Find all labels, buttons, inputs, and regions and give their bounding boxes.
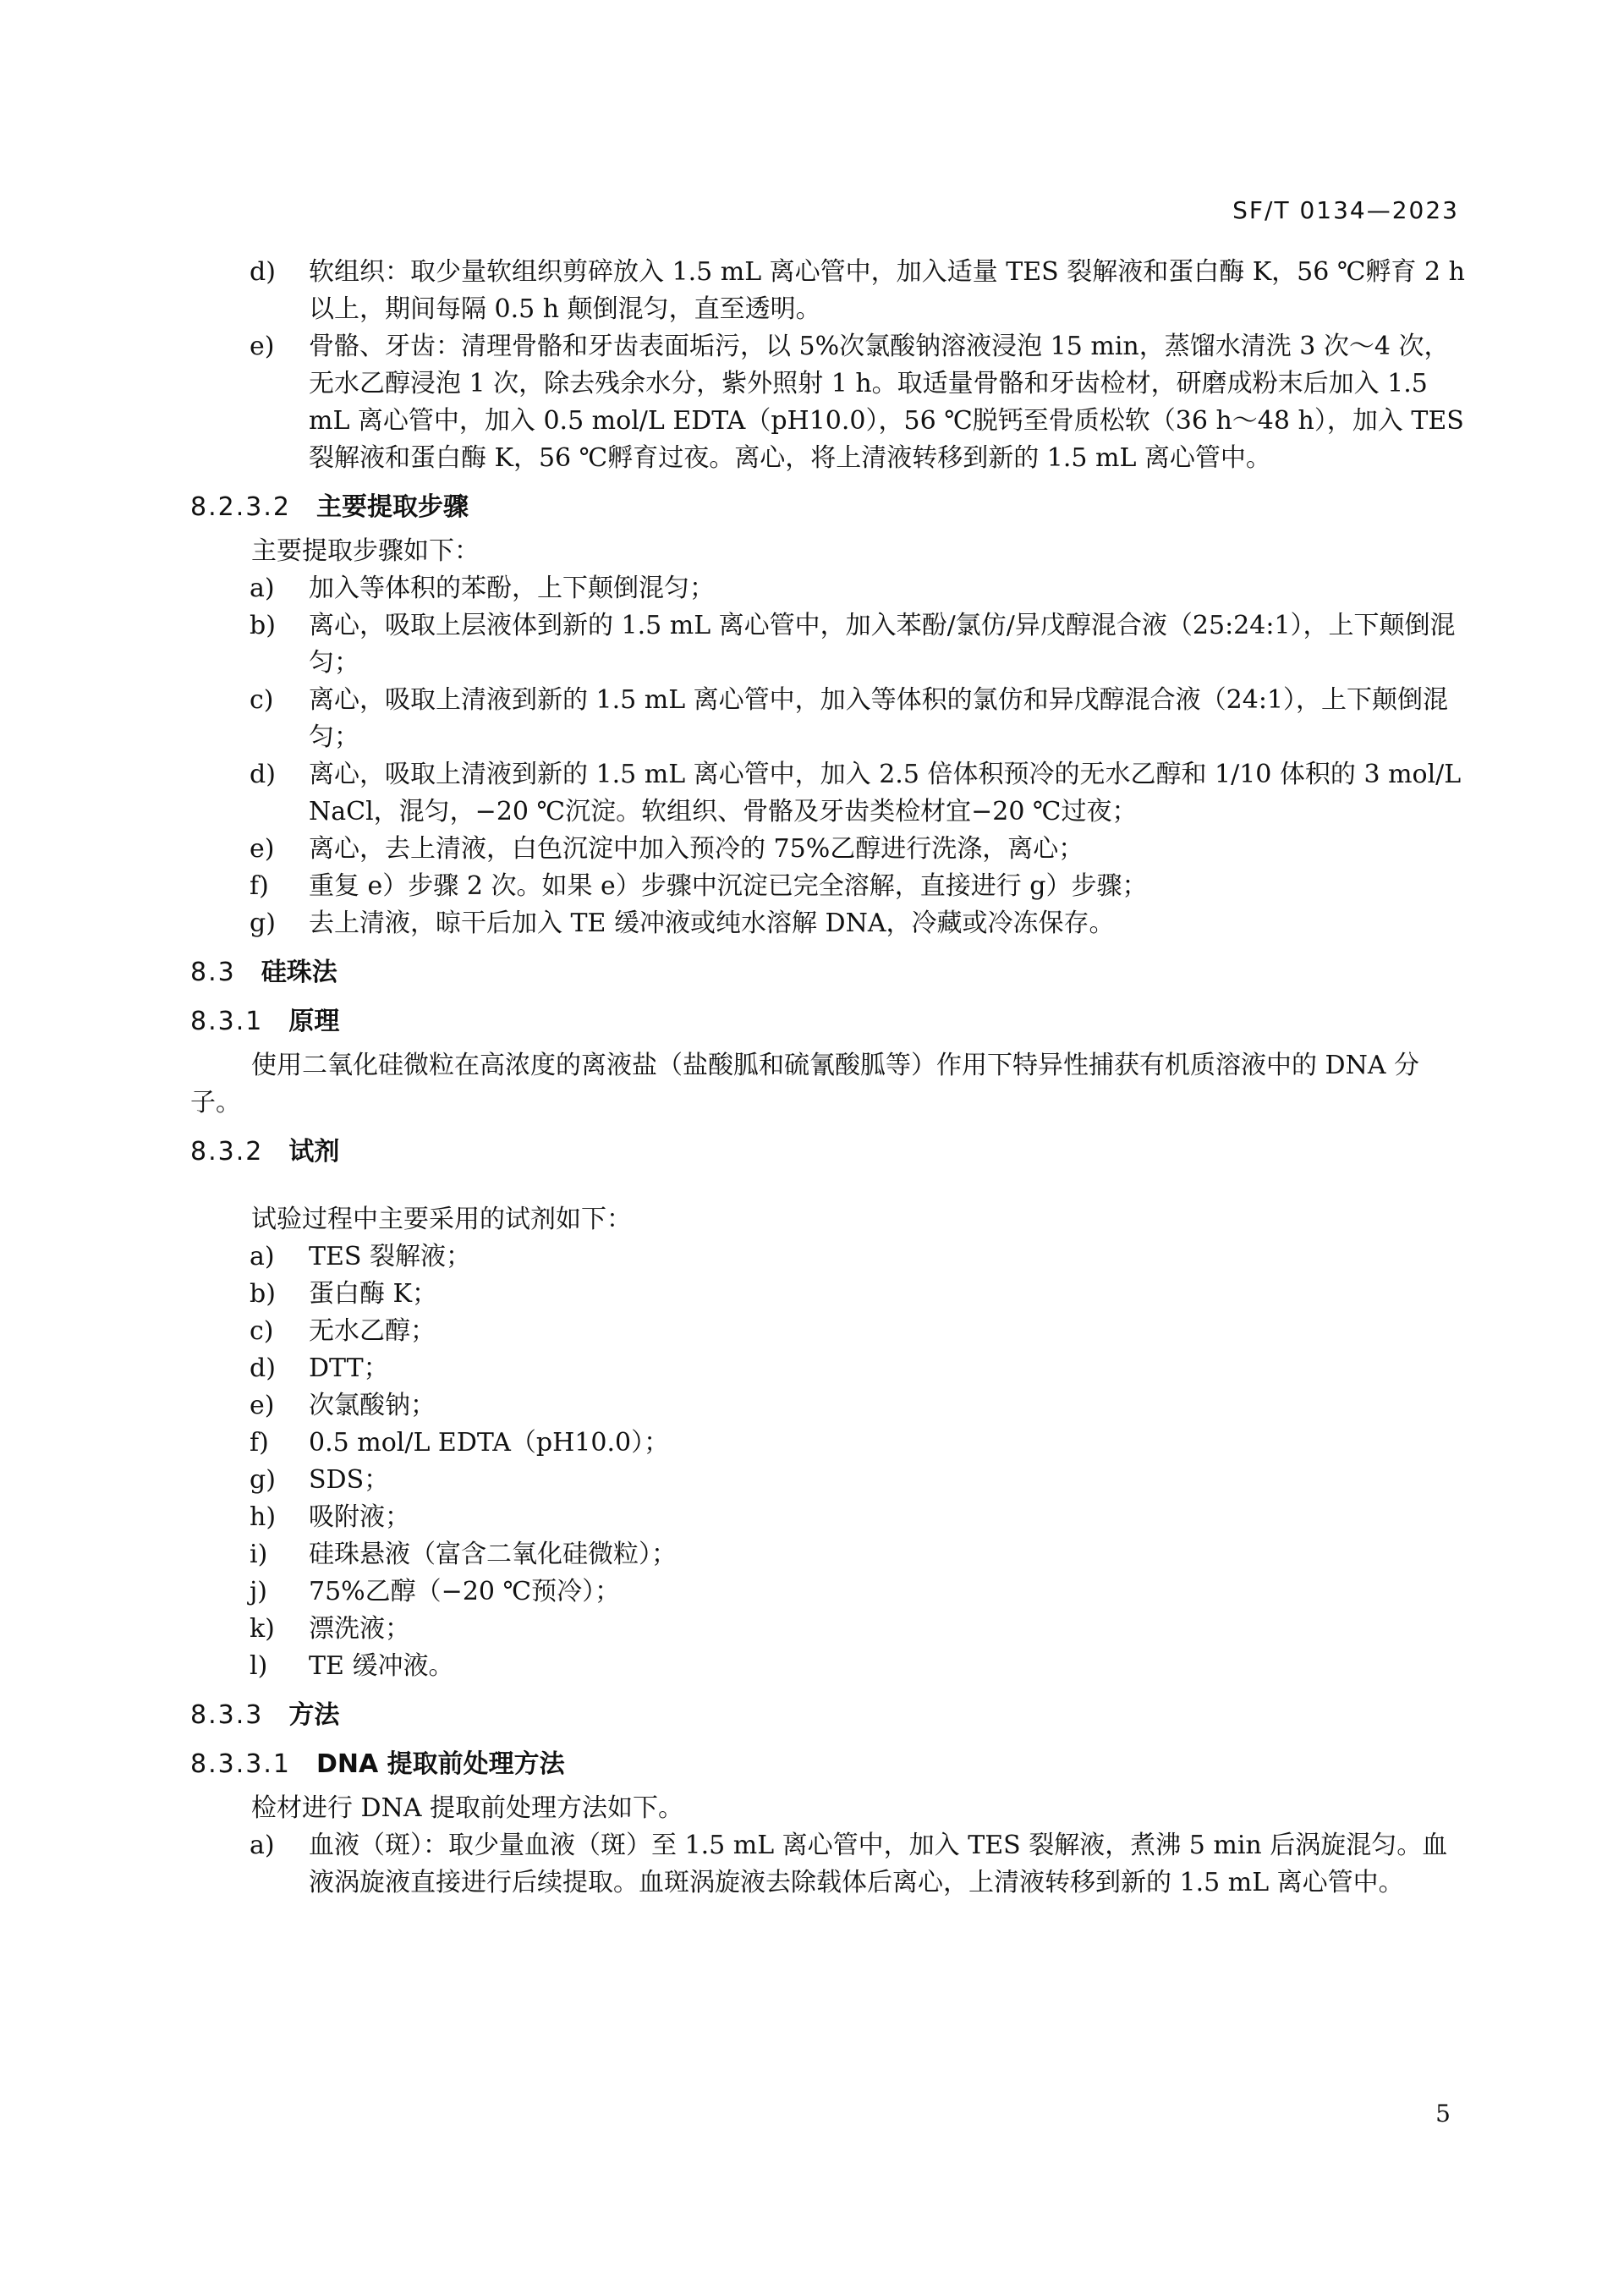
section-number: 8.3.1 (190, 1007, 264, 1036)
list-text: DTT； (309, 1353, 389, 1383)
list-marker: b) (250, 611, 276, 640)
list-text: 血液（斑）：取少量血液（斑）至 1.5 mL 离心管中，加入 TES 裂解液，煮沸 5 min 后涡旋混匀。血液涡旋液直接进行后续提取。血斑涡旋液去除载体后离心，上清液转移到新的 1.5 mL 离心管中。 (309, 1831, 1448, 1897)
document-id: SF/T 0134—2023 (1232, 196, 1459, 224)
list-item (190, 756, 1468, 831)
list-item (190, 1350, 1468, 1387)
list-item (190, 1573, 1468, 1611)
list-marker: c) (250, 685, 274, 715)
list-marker: e) (250, 1391, 275, 1420)
list-item (190, 328, 1468, 477)
page-content (190, 254, 1468, 1902)
list-text: 离心，吸取上清液到新的 1.5 mL 离心管中，加入等体积的氯仿和异戊醇混合液（24:1），上下颠倒混匀； (309, 685, 1449, 752)
list-item (190, 1313, 1468, 1350)
list-text: 加入等体积的苯酚，上下颠倒混匀； (309, 574, 715, 603)
list-text: 去上清液，晾干后加入 TE 缓冲液或纯水溶解 DNA，冷藏或冷冻保存。 (309, 909, 1115, 938)
section-number: 8.3.3 (190, 1700, 264, 1730)
list-item (190, 1238, 1468, 1276)
section-heading-8-3-2 (190, 1134, 1468, 1171)
list-item (190, 607, 1468, 682)
list-text: TES 裂解液； (309, 1242, 471, 1271)
list-text: 离心，吸取上层液体到新的 1.5 mL 离心管中，加入苯酚/氯仿/异戊醇混合液（25:24:1），上下颠倒混匀； (309, 611, 1456, 678)
list-text: 次氯酸钠； (309, 1391, 436, 1420)
list-item (190, 1387, 1468, 1425)
section-paragraph: 使用二氧化硅微粒在高浓度的离液盐（盐酸胍和硫氰酸胍等）作用下特异性捕获有机质溶液中的 DNA 分子。 (190, 1051, 1420, 1117)
section-intro: 试验过程中主要采用的试剂如下： (251, 1205, 632, 1234)
section-title: 试剂 (288, 1137, 340, 1167)
list-marker: i) (250, 1540, 268, 1569)
section-number: 8.3.2 (190, 1137, 264, 1167)
list-item (190, 1276, 1468, 1313)
list-marker: d) (250, 760, 276, 789)
list-text: 离心，去上清液，白色沉淀中加入预冷的 75%乙醇进行洗涤，离心； (309, 834, 1084, 864)
list-marker: l) (250, 1651, 268, 1681)
list-item (190, 1827, 1468, 1902)
list-text: 漂洗液； (309, 1614, 410, 1644)
list-text: 75%乙醇（−20 ℃预冷）； (309, 1577, 621, 1606)
list-text: 无水乙醇； (309, 1316, 436, 1346)
list-text: TE 缓冲液。 (309, 1651, 454, 1681)
page-number: 5 (1435, 2100, 1451, 2128)
list-text: 离心，吸取上清液到新的 1.5 mL 离心管中，加入 2.5 倍体积预冷的无水乙醇和 1/10 体积的 3 mol/L NaCl，混匀，−20 ℃沉淀。软组织、骨骼及牙齿类检材宜−20 ℃过夜； (309, 760, 1462, 826)
list-item (190, 1611, 1468, 1648)
list-marker: g) (250, 909, 276, 938)
section-title: 主要提取步骤 (315, 492, 469, 522)
section-heading-8-2-3-2 (190, 489, 1468, 526)
list-text: 骨骼、牙齿：清理骨骼和牙齿表面垢污，以 5%次氯酸钠溶液浸泡 15 min，蒸馏水清洗 3 次～4 次，无水乙醇浸泡 1 次，除去残余水分，紫外照射 1 h。取适量骨骼和牙齿检材，研磨成粉末后加入 1.5 mL 离心管中，加入 0.5 mol/L EDTA（pH10.0），56 ℃脱钙至骨质松软（36 h～48 h），加入 TES 裂解液和蛋白酶 K，56 ℃孵育过夜。离心，将上清液转移到新的 1.5 mL 离心管中。 (309, 332, 1464, 473)
list-item (190, 254, 1468, 328)
list-marker: c) (250, 1316, 274, 1346)
section-heading-8-3-1 (190, 1003, 1468, 1040)
list-item (190, 831, 1468, 868)
list-marker: g) (250, 1465, 276, 1495)
list-marker: e) (250, 834, 275, 864)
list-marker: b) (250, 1279, 276, 1309)
list-marker: f) (250, 1428, 269, 1458)
section-number: 8.3 (190, 958, 236, 987)
list-marker: d) (250, 1353, 276, 1383)
list-text: 0.5 mol/L EDTA（pH10.0）； (309, 1428, 670, 1458)
list-item (190, 1462, 1468, 1499)
list-item (190, 682, 1468, 756)
list-item (190, 570, 1468, 607)
list-text: 重复 e）步骤 2 次。如果 e）步骤中沉淀已完全溶解，直接进行 g）步骤； (309, 871, 1148, 901)
list-item (190, 1499, 1468, 1536)
list-text: SDS； (309, 1465, 390, 1495)
spacer (190, 1178, 1468, 1201)
list-marker: h) (250, 1502, 277, 1532)
list-item (190, 905, 1468, 942)
section-number: 8.3.3.1 (190, 1749, 291, 1779)
list-item (190, 1648, 1468, 1685)
list-item (190, 1536, 1468, 1573)
list-text: 软组织：取少量软组织剪碎放入 1.5 mL 离心管中，加入适量 TES 裂解液和蛋白酶 K，56 ℃孵育 2 h 以上，期间每隔 0.5 h 颠倒混匀，直至透明。 (309, 257, 1465, 324)
list-text: 吸附液； (309, 1502, 410, 1532)
list-marker: a) (250, 1242, 275, 1271)
section-title: 硅珠法 (261, 958, 337, 987)
list-marker: d) (250, 257, 276, 287)
section-title: 原理 (288, 1007, 340, 1036)
list-item (190, 868, 1468, 905)
section-intro: 检材进行 DNA 提取前处理方法如下。 (251, 1793, 684, 1823)
list-text: 硅珠悬液（富含二氧化硅微粒）； (309, 1540, 677, 1569)
section-heading-8-3-3-1 (190, 1746, 1468, 1783)
section-title: 方法 (288, 1700, 340, 1730)
list-marker: a) (250, 1831, 275, 1860)
section-number: 8.2.3.2 (190, 492, 291, 522)
section-title: DNA 提取前处理方法 (315, 1749, 565, 1779)
list-marker: k) (250, 1614, 275, 1644)
section-heading-8-3-3 (190, 1697, 1468, 1734)
list-marker: e) (250, 332, 275, 361)
list-text: 蛋白酶 K； (309, 1279, 437, 1309)
list-marker: j) (250, 1577, 268, 1606)
list-marker: a) (250, 574, 275, 603)
list-item (190, 1425, 1468, 1462)
section-heading-8-3 (190, 954, 1468, 991)
section-intro: 主要提取步骤如下： (251, 536, 480, 566)
list-marker: f) (250, 871, 269, 901)
